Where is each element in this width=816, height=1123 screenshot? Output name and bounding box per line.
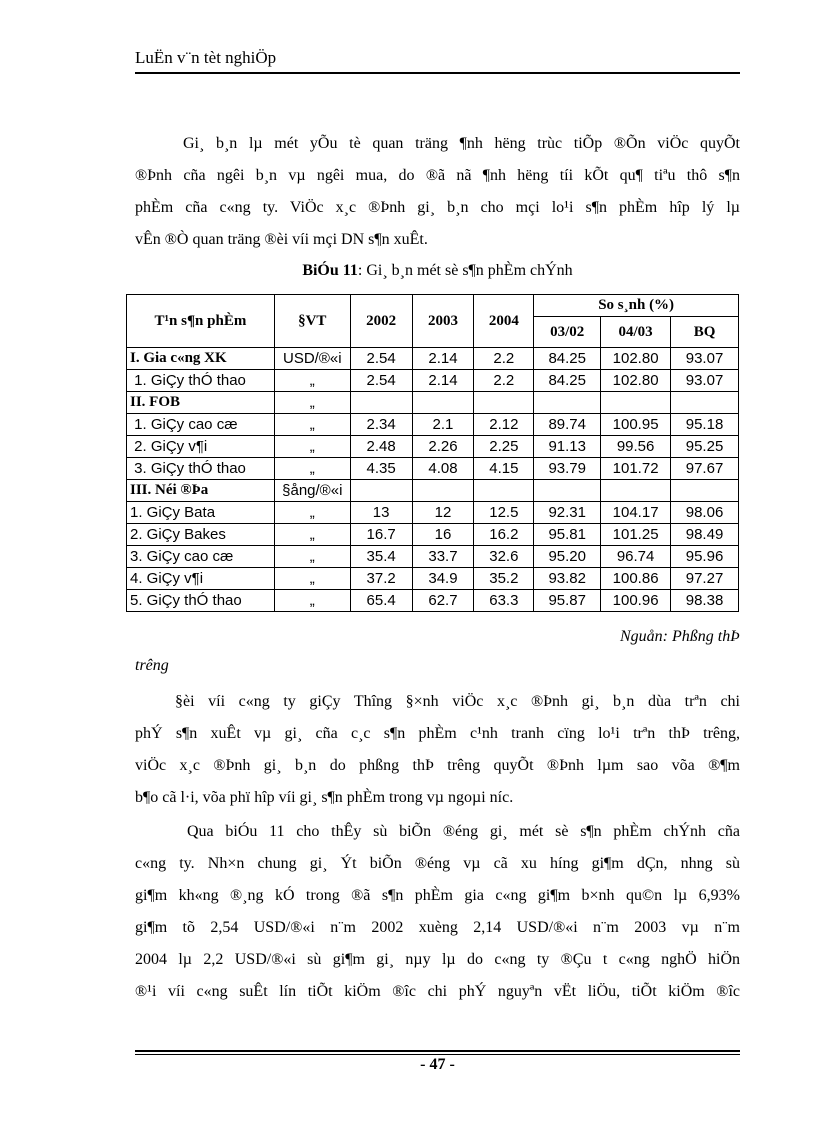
- paragraph-line: vÊn ®Ò quan träng ®èi víi mçi DN s¶n xuÊt.: [135, 231, 428, 248]
- value-cell: [412, 480, 474, 502]
- paragraph-line: c«ng ty. Nh×n chung gi¸ Ýt biÕn ®éng vµ cã xu híng gi¶m dÇn, nhng sù: [135, 855, 740, 872]
- footer-divider-thin: [135, 1054, 740, 1055]
- value-cell: [601, 480, 671, 502]
- paragraph-line: ®Þnh cña ngêi b¸n vµ ngêi mua, do ®ã nã ¶nh hëng tíi kÕt qu¶ tiªu thô s¶n: [135, 167, 740, 184]
- value-cell: 37.2: [350, 568, 412, 590]
- product-name-cell: I. Gia c«ng XK: [127, 348, 275, 370]
- value-cell: 93.82: [534, 568, 601, 590]
- header-2003: 2003: [412, 295, 474, 348]
- header-unit: §VT: [274, 295, 350, 348]
- product-name-cell: 1. GiÇy Bata: [127, 502, 275, 524]
- value-cell: 34.9: [412, 568, 474, 590]
- value-cell: 84.25: [534, 348, 601, 370]
- value-cell: 101.72: [601, 458, 671, 480]
- paragraph-line: viÖc x¸c ®Þnh gi¸ b¸n do phßng thÞ trêng quyÕt ®Þnh lµm sao võa ®¶m: [135, 757, 740, 774]
- value-cell: 95.25: [671, 436, 739, 458]
- value-cell: 2.14: [412, 370, 474, 392]
- value-cell: 100.96: [601, 590, 671, 612]
- header-2004: 2004: [474, 295, 534, 348]
- value-cell: 2.2: [474, 348, 534, 370]
- value-cell: 4.15: [474, 458, 534, 480]
- value-cell: 2.25: [474, 436, 534, 458]
- paragraph-line: 2004 lµ 2,2 USD/®«i sù gi¶m gi¸ nµy lµ do c«ng ty ®Çu t c«ng nghÖ hiÖn: [135, 951, 740, 968]
- paragraph-line: phÈm cña c«ng ty. ViÖc x¸c ®Þnh gi¸ b¸n cho mçi lo¹i s¶n phÈm hîp lý lµ: [135, 199, 740, 216]
- value-cell: 101.25: [601, 524, 671, 546]
- value-cell: 93.07: [671, 348, 739, 370]
- unit-cell: „: [274, 458, 350, 480]
- value-cell: 98.49: [671, 524, 739, 546]
- paragraph-2: [135, 686, 740, 814]
- value-cell: 62.7: [412, 590, 474, 612]
- value-cell: 95.87: [534, 590, 601, 612]
- product-name-cell: 1. GiÇy cao cæ: [127, 414, 275, 436]
- header-04-03: 04/03: [601, 317, 671, 348]
- table-row: [127, 392, 739, 414]
- paragraph-3: [135, 816, 740, 1008]
- value-cell: 96.74: [601, 546, 671, 568]
- value-cell: 102.80: [601, 348, 671, 370]
- value-cell: 102.80: [601, 370, 671, 392]
- table-caption: [135, 262, 740, 280]
- paragraph-line: gi¶m tõ 2,54 USD/®«i n¨m 2002 xuèng 2,14 USD/®«i n¨m 2003 vµ n¨m: [135, 919, 740, 936]
- value-cell: 95.20: [534, 546, 601, 568]
- product-name-cell: III. Néi ®Þa: [127, 480, 275, 502]
- value-cell: 97.67: [671, 458, 739, 480]
- table-row: [127, 568, 739, 590]
- unit-cell: „: [274, 568, 350, 590]
- table-row: [127, 546, 739, 568]
- paragraph-line: ®¹i víi c«ng suÊt lín tiÕt kiÖm ®îc chi phÝ nguyªn vËt liÖu, tiÕt kiÖm ®îc: [135, 983, 740, 1000]
- value-cell: 32.6: [474, 546, 534, 568]
- paragraph-line: Gi¸ b¸n lµ mét yÕu tè quan träng ¶nh hëng trùc tiÕp ®Õn viÖc quyÕt: [183, 135, 740, 152]
- value-cell: 100.95: [601, 414, 671, 436]
- value-cell: [350, 392, 412, 414]
- unit-cell: „: [274, 546, 350, 568]
- value-cell: [350, 480, 412, 502]
- value-cell: 97.27: [671, 568, 739, 590]
- value-cell: 65.4: [350, 590, 412, 612]
- product-name-cell: 1. GiÇy thÓ thao: [127, 370, 275, 392]
- value-cell: 16.2: [474, 524, 534, 546]
- product-name-cell: II. FOB: [127, 392, 275, 414]
- source-note-continued: trêng: [135, 657, 169, 674]
- value-cell: 95.18: [671, 414, 739, 436]
- value-cell: 2.34: [350, 414, 412, 436]
- unit-cell: „: [274, 524, 350, 546]
- unit-cell: USD/®«i: [274, 348, 350, 370]
- value-cell: 2.14: [412, 348, 474, 370]
- value-cell: 89.74: [534, 414, 601, 436]
- header-2002: 2002: [350, 295, 412, 348]
- value-cell: 12: [412, 502, 474, 524]
- table-row: [127, 480, 739, 502]
- table-caption-label: BiÓu 11: [302, 262, 358, 279]
- value-cell: [671, 392, 739, 414]
- value-cell: 100.86: [601, 568, 671, 590]
- value-cell: 84.25: [534, 370, 601, 392]
- value-cell: [474, 480, 534, 502]
- table-row: [127, 414, 739, 436]
- value-cell: 2.54: [350, 370, 412, 392]
- table-caption-text: : Gi¸ b¸n mét sè s¶n phÈm chÝnh: [357, 262, 573, 279]
- product-name-cell: 4. GiÇy v¶i: [127, 568, 275, 590]
- value-cell: 104.17: [601, 502, 671, 524]
- unit-cell: §ång/®«i: [274, 480, 350, 502]
- table-row: [127, 458, 739, 480]
- table-row: [127, 348, 739, 370]
- header-03-02: 03/02: [534, 317, 601, 348]
- table-row: [127, 524, 739, 546]
- value-cell: 95.96: [671, 546, 739, 568]
- value-cell: [601, 392, 671, 414]
- value-cell: [534, 480, 601, 502]
- table-row: [127, 590, 739, 612]
- value-cell: [412, 392, 474, 414]
- unit-cell: „: [274, 436, 350, 458]
- document-header-title: LuËn v¨n tèt nghiÖp: [135, 48, 277, 67]
- table-row: [127, 370, 739, 392]
- value-cell: 35.2: [474, 568, 534, 590]
- value-cell: 95.81: [534, 524, 601, 546]
- footer-divider: [135, 1050, 740, 1052]
- value-cell: 2.54: [350, 348, 412, 370]
- product-name-cell: 3. GiÇy thÓ thao: [127, 458, 275, 480]
- paragraph-1: [135, 128, 740, 256]
- value-cell: 98.38: [671, 590, 739, 612]
- value-cell: 16: [412, 524, 474, 546]
- value-cell: 33.7: [412, 546, 474, 568]
- header-divider: [135, 72, 740, 74]
- value-cell: 4.35: [350, 458, 412, 480]
- product-name-cell: 2. GiÇy v¶i: [127, 436, 275, 458]
- product-name-cell: 2. GiÇy Bakes: [127, 524, 275, 546]
- value-cell: 2.26: [412, 436, 474, 458]
- paragraph-line: gi¶m kh«ng ®¸ng kÓ trong ®ã s¶n phÈm gia c«ng gi¶m b×nh qu©n lµ 6,93%: [135, 887, 740, 904]
- value-cell: 63.3: [474, 590, 534, 612]
- unit-cell: „: [274, 414, 350, 436]
- value-cell: 93.79: [534, 458, 601, 480]
- paragraph-line: b¶o cã l·i, võa phï hîp víi gi¸ s¶n phÈm trong vµ ngoµi níc.: [135, 789, 514, 806]
- header-average: BQ: [671, 317, 739, 348]
- source-note: Nguån: Phßng thÞ: [620, 628, 740, 645]
- value-cell: 16.7: [350, 524, 412, 546]
- table-row: [127, 502, 739, 524]
- value-cell: 13: [350, 502, 412, 524]
- page-number: - 47 -: [420, 1056, 455, 1073]
- value-cell: 99.56: [601, 436, 671, 458]
- unit-cell: „: [274, 370, 350, 392]
- value-cell: 92.31: [534, 502, 601, 524]
- unit-cell: „: [274, 502, 350, 524]
- value-cell: 2.48: [350, 436, 412, 458]
- value-cell: 91.13: [534, 436, 601, 458]
- header-comparison: So s¸nh (%): [534, 295, 739, 317]
- value-cell: 2.1: [412, 414, 474, 436]
- value-cell: 2.2: [474, 370, 534, 392]
- table-row: [127, 436, 739, 458]
- unit-cell: „: [274, 392, 350, 414]
- price-table: [126, 294, 739, 612]
- value-cell: [671, 480, 739, 502]
- value-cell: 98.06: [671, 502, 739, 524]
- value-cell: [474, 392, 534, 414]
- value-cell: 35.4: [350, 546, 412, 568]
- value-cell: 2.12: [474, 414, 534, 436]
- paragraph-line: §èi víi c«ng ty giÇy Thîng §×nh viÖc x¸c ®Þnh gi¸ b¸n dùa trªn chi: [175, 693, 740, 710]
- product-name-cell: 5. GiÇy thÓ thao: [127, 590, 275, 612]
- value-cell: 93.07: [671, 370, 739, 392]
- value-cell: 4.08: [412, 458, 474, 480]
- paragraph-line: Qua biÓu 11 cho thÊy sù biÕn ®éng gi¸ mét sè s¶n phÈm chÝnh cña: [187, 823, 740, 840]
- product-name-cell: 3. GiÇy cao cæ: [127, 546, 275, 568]
- paragraph-line: phÝ s¶n xuÊt vµ gi¸ cña c¸c s¶n phÈm c¹nh tranh cïng lo¹i trªn thÞ trêng,: [135, 725, 740, 742]
- value-cell: [534, 392, 601, 414]
- header-product-name: T¹n s¶n phÈm: [127, 295, 275, 348]
- value-cell: 12.5: [474, 502, 534, 524]
- unit-cell: „: [274, 590, 350, 612]
